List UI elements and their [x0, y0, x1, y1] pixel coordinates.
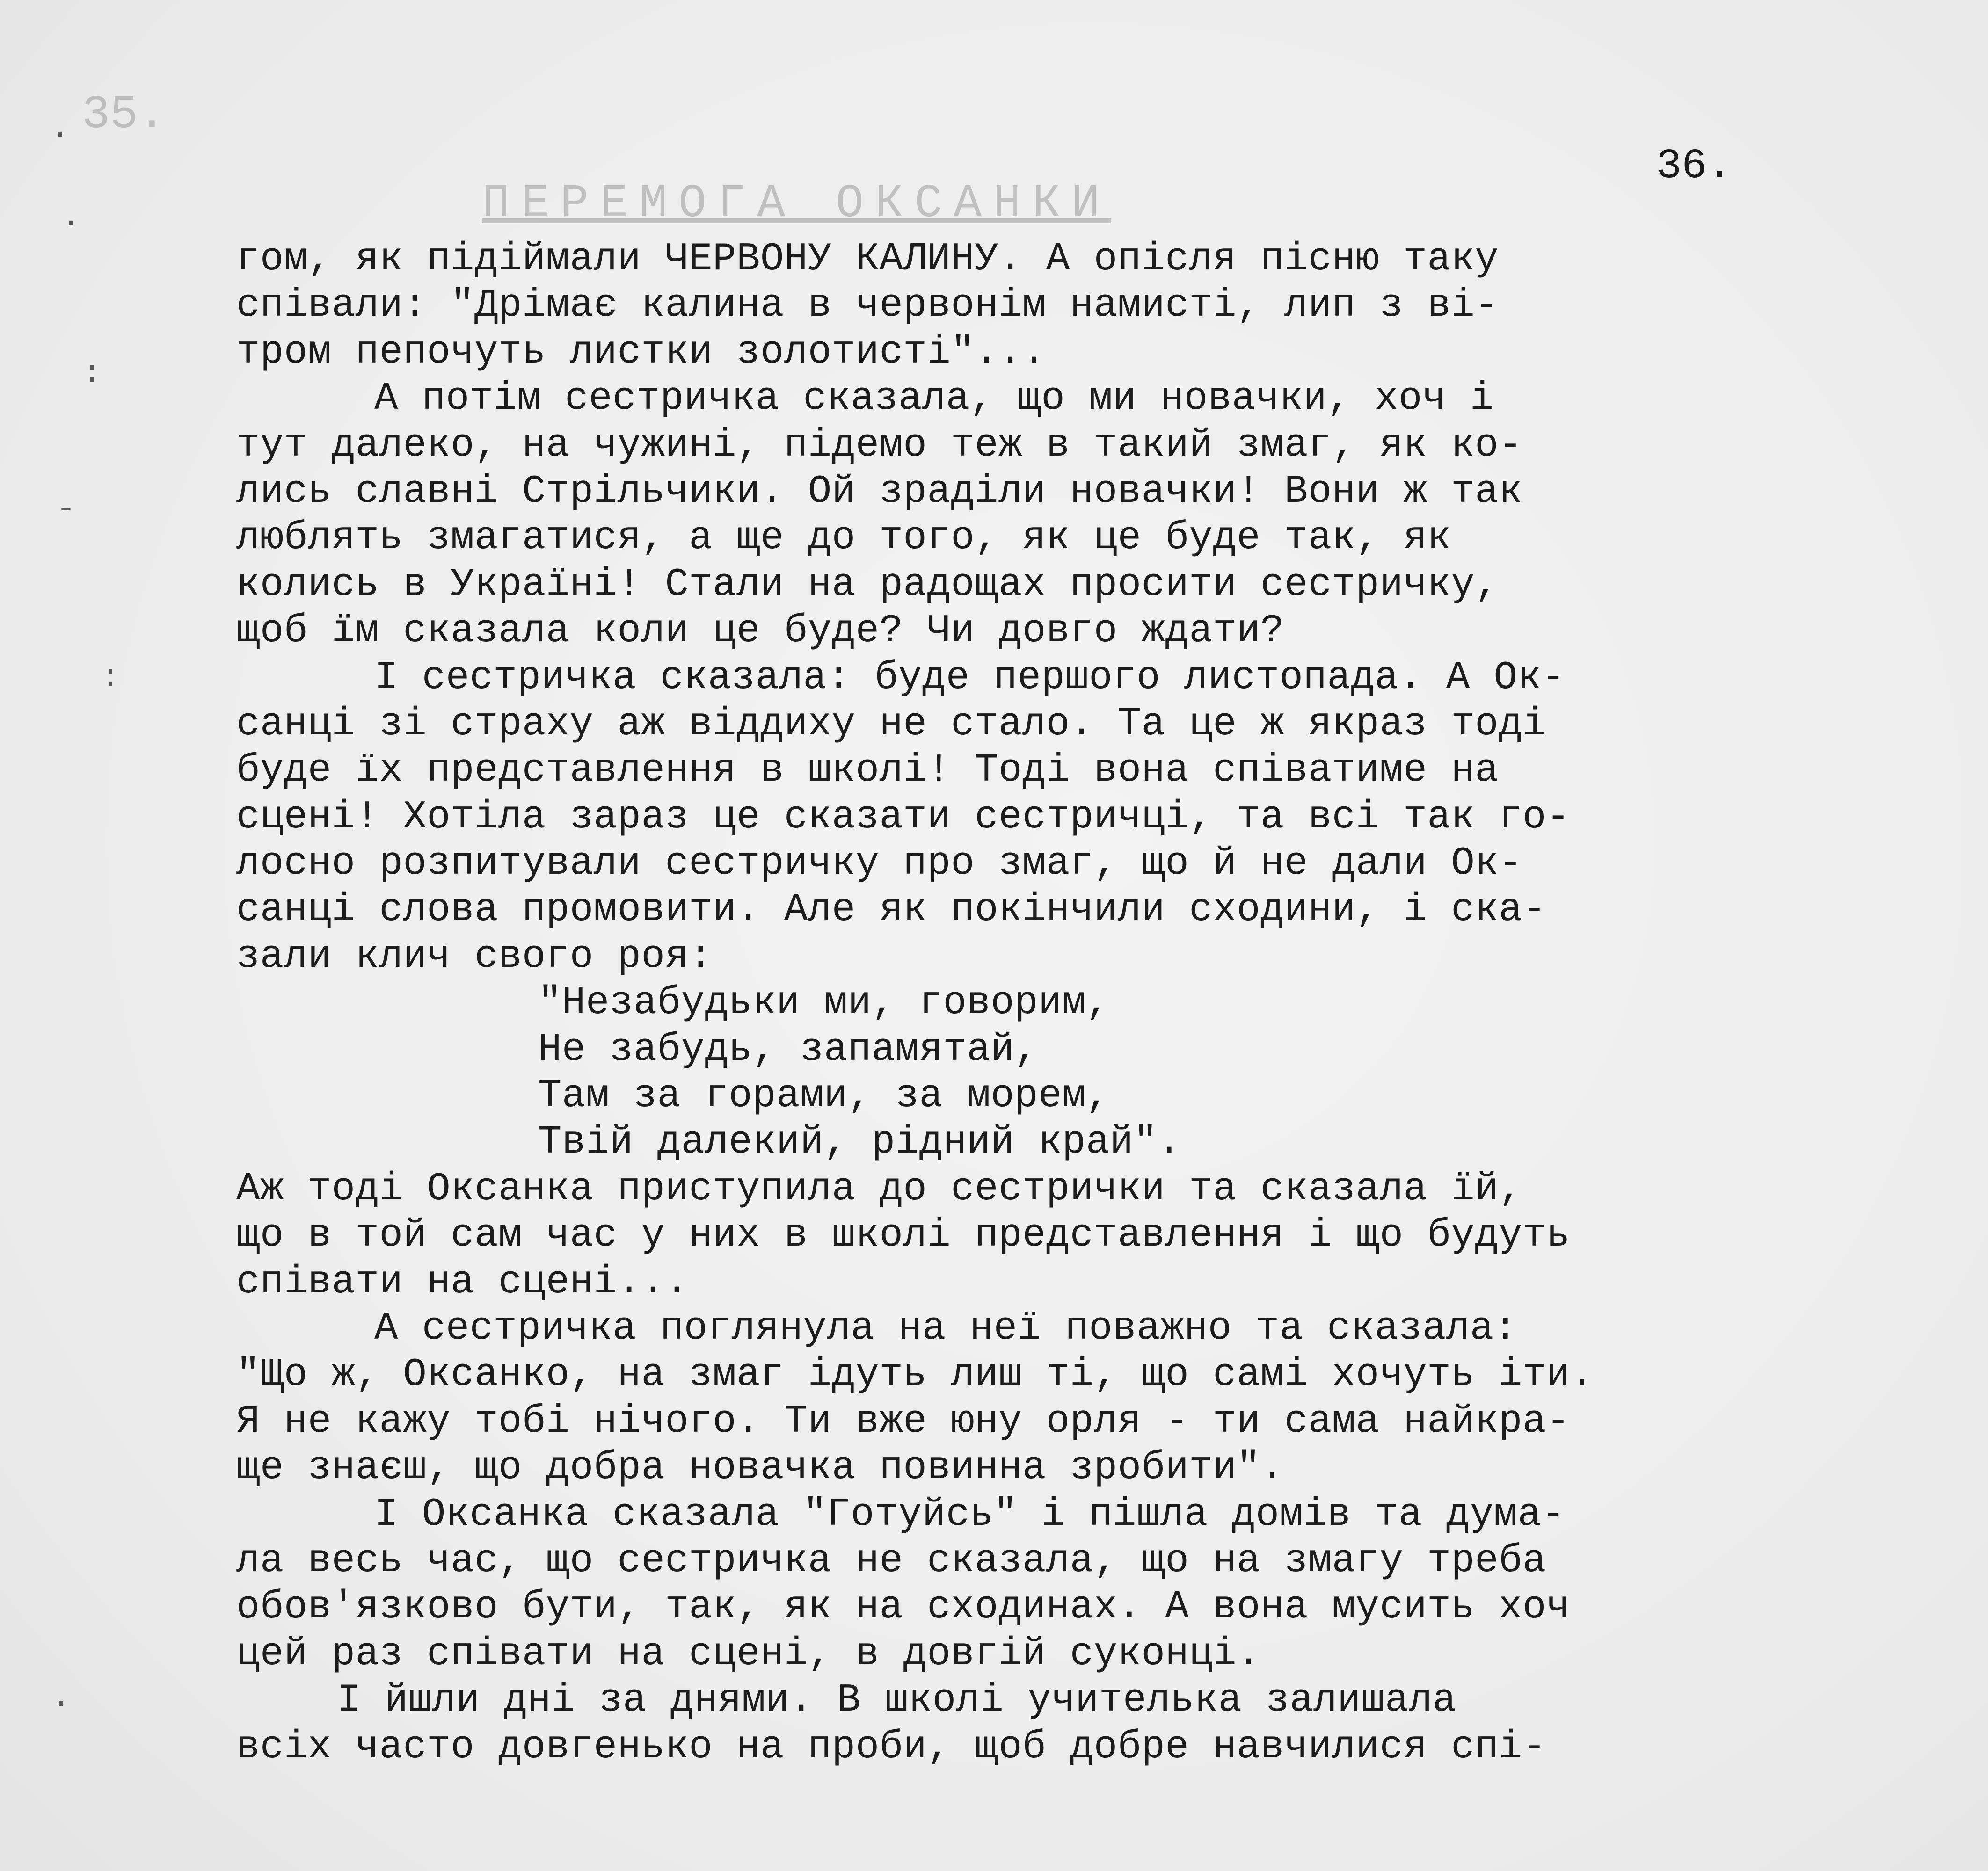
- text-line: зали клич свого роя:: [236, 934, 713, 979]
- story-text: [236, 236, 1921, 1770]
- text-line: сцені! Хотіла зараз це сказати сестричці, та всі так го-: [236, 795, 1570, 840]
- margin-mark: .: [51, 110, 71, 147]
- text-line: тром пепочуть листки золотисті"...: [236, 330, 1046, 375]
- text-line: що в той сам час у них в школі представлення і що будуть: [236, 1213, 1570, 1258]
- text-line: ще знаєш, що добра новачка повинна зробити".: [236, 1446, 1284, 1491]
- text-line: І сестричка сказала: буде першого листопада. А Ок-: [374, 655, 1566, 700]
- bleed-through-page-number: 35.: [82, 89, 167, 142]
- text-line: колись в Україні! Стали на радощах просити сестричку,: [236, 562, 1499, 607]
- poem-line: Твій далекий, рідний край".: [538, 1120, 1181, 1165]
- text-line: обов'язково бути, так, як на сходинах. А вона мусить хоч: [236, 1585, 1570, 1630]
- text-line: І йшли дні за днями. В школі учителька залишала: [337, 1678, 1456, 1723]
- poem-line: "Незабудьки ми, говорим,: [538, 981, 1110, 1026]
- text-line: лосно розпитували сестричку про змаг, що й не дали Ок-: [236, 841, 1523, 886]
- margin-mark: .: [61, 199, 81, 236]
- text-line: Аж тоді Оксанка приступила до сестрички та сказала їй,: [236, 1167, 1523, 1211]
- text-line: всіх часто довгенько на проби, щоб добре навчилися спі-: [236, 1725, 1546, 1769]
- text-line: щоб їм сказала коли це буде? Чи довго ждати?: [236, 609, 1284, 654]
- text-line: А сестричка поглянула на неї поважно та сказала:: [374, 1306, 1518, 1351]
- text-line: буде їх представлення в школі! Тоді вона співатиме на: [236, 748, 1499, 793]
- text-line: лись славні Стрільчики. Ой зраділи новачки! Вони ж так: [236, 469, 1523, 514]
- margin-mark: -: [56, 491, 76, 528]
- margin-mark: :: [82, 355, 102, 392]
- text-line: ла весь час, що сестричка не сказала, що на змагу треба: [236, 1538, 1546, 1583]
- text-line: люблять змагатися, а ще до того, як це буде так, як: [236, 516, 1451, 561]
- text-line: гом, як підіймали ЧЕРВОНУ КАЛИНУ. А опісля пісню таку: [236, 237, 1499, 282]
- poem-line: Не забудь, запамятай,: [538, 1027, 1039, 1072]
- margin-mark: :: [101, 660, 121, 696]
- text-line: І Оксанка сказала "Готуйсь" і пішла домів та дума-: [374, 1492, 1566, 1537]
- text-line: санці слова промовити. Але як покінчили сходини, і ска-: [236, 888, 1546, 933]
- text-line: цей раз співати на сцені, в довгій суконці.: [236, 1632, 1261, 1676]
- text-line: тут далеко, на чужині, підемо теж в такий змаг, як ко-: [236, 423, 1523, 468]
- text-line: А потім сестричка сказала, що ми новачки, хоч і: [374, 377, 1494, 421]
- poem-line: Там за горами, за морем,: [538, 1074, 1110, 1119]
- text-line: санці зі страху аж віддиху не стало. Та це ж якраз тоді: [236, 702, 1546, 747]
- page-number: 36.: [1656, 143, 1733, 190]
- text-line: Я не кажу тобі нічого. Ти вже юну орля - ти сама найкра-: [236, 1399, 1570, 1444]
- text-line: співали: "Дрімає калина в червонім намисті, лип з ві-: [236, 283, 1499, 328]
- text-line: "Що ж, Оксанко, на змаг ідуть лиш ті, що самі хочуть іти.: [236, 1353, 1594, 1398]
- margin-mark: .: [51, 1679, 72, 1716]
- bleed-through-title: ПЕРЕМОГА ОКСАНКИ: [482, 178, 1111, 231]
- text-line: співати на сцені...: [236, 1260, 689, 1305]
